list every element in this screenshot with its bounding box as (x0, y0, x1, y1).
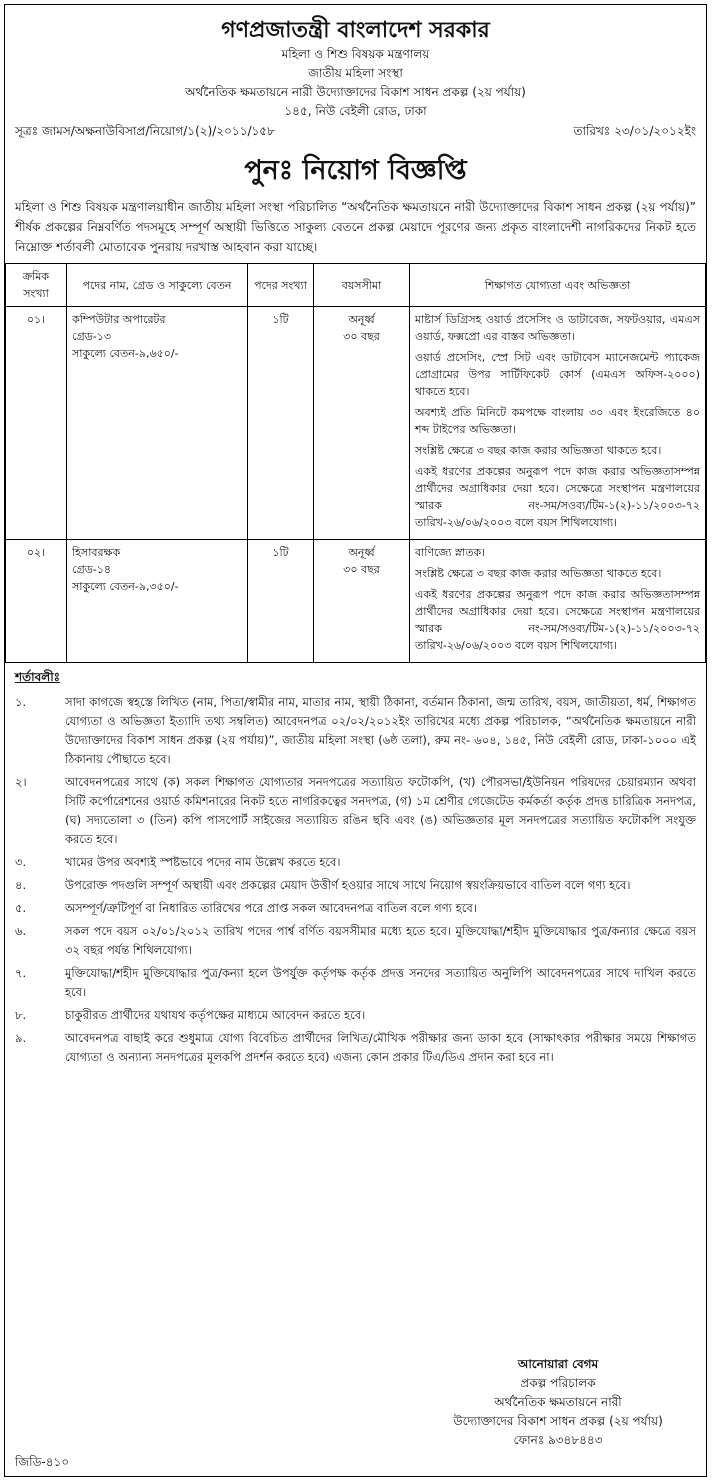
signature-block (428, 1355, 688, 1450)
conditions-heading: শর্তাবলীঃ (15, 670, 61, 684)
government-title: গণপ্রজাতন্ত্রী বাংলাদেশ সরকার (221, 18, 490, 43)
post-grade: গ্রেড-১৪ (72, 563, 112, 576)
list-item (15, 1006, 696, 1025)
condition-number: ৬. (15, 924, 27, 938)
post-name: কম্পিউটার অপারেটর (72, 313, 166, 326)
table-row (6, 307, 706, 540)
qualification-item: সংশ্লিষ্ট ক্ষেত্রে ৩ বছর কাজ করার অভিজ্ঞতা থাকতে হবে। (415, 444, 662, 457)
table-header-row (6, 264, 706, 307)
list-item (15, 922, 696, 960)
row-post (67, 540, 248, 663)
notice-date: তারিখঃ ২৩/০১/২০১২ইং (573, 124, 696, 138)
signatory-designation: প্রকল্প পরিচালক (520, 1376, 596, 1390)
condition-number: ৪. (15, 878, 27, 892)
post-salary: সাকুল্যে বেতন-৯,৩৫০/- (72, 580, 179, 593)
post-name: হিসাবরক্ষক (72, 546, 121, 559)
post-salary: সাকুল্যে বেতন-৯,৬৫০/- (72, 347, 179, 360)
condition-number: ৩. (15, 855, 27, 869)
col-age: বয়সসীমা (314, 264, 410, 307)
conditions-list (5, 693, 706, 1067)
list-item (15, 964, 696, 1002)
list-item (15, 899, 696, 918)
condition-number: ২। (15, 775, 27, 789)
intro-paragraph: মহিলা ও শিশু বিষয়ক মন্ত্রণালয়াধীন জাতীয় মহিলা সংস্থা পরিচালিত “অর্থনৈতিক ক্ষমতায়নে নারী উদ্যোক্তাদের বিকাশ সাধন প্রকল্প (২য় পর্যায়)” শীর্ষক প্রকল্পের নিম্নবর্ণিত পদসমূহে সম্পূর্ণ অস্থায়ী ভিত্তিতে সাকুল্য বেতনে প্রকল্প মেয়াদে পূরণের জন্য প্রকৃত বাংলাদেশী নাগরিকদের নিকট হতে নিম্নোক্ত শর্তাবলী মোতাবেক পুনরায় দরখাস্ত আহবান করা যাচ্ছে। (15, 200, 696, 254)
qualification-item: একই ধরণের প্রকল্পের অনুরূপ পদে কাজ করার অভিজ্ঞতাসম্পন্ন প্রার্থীদের অগ্রাধিকার দেয়া হবে। সেক্ষেত্রে সংস্থাপন মন্ত্রণালয়ের স্মারক নং-সম/সওব্য/টিম-১(২)-১১/২০০৩-৭২ তারিখ-২৬/০৬/২০০৩ বলে বয়স শিথিলযোগ্য। (415, 588, 700, 652)
condition-number: ৫. (15, 901, 27, 915)
age-value: ৩০ বছর (343, 330, 380, 343)
row-qualifications (410, 540, 706, 663)
post-grade: গ্রেড-১৩ (72, 330, 112, 343)
row-post (67, 307, 248, 540)
list-item (15, 876, 696, 895)
office-address: ১৪৫, নিউ বেইলী রোড, ঢাকা (284, 104, 427, 118)
row-count: ১টি (248, 307, 314, 540)
col-post: পদের নাম, গ্রেড ও সাকুল্যে বেতন (67, 264, 248, 307)
condition-number: ১. (15, 695, 27, 709)
condition-text: উপরোক্ত পদগুলি সম্পূর্ণ অস্থায়ী এবং প্রকল্পের মেয়াদ উত্তীর্ণ হওয়ার সাথে সাথে নিয়োগ স্বয়ংক্রিয়ভাবে বাতিল বলে গণ্য হবে। (65, 878, 631, 892)
qualification-item: অবশ্যই প্রতি মিনিটে কমপক্ষে বাংলায় ৩০ এবং ইংরেজিতে ৪০ শব্দ টাইপের অভিজ্ঞতা। (415, 406, 700, 436)
posts-table (5, 263, 706, 663)
col-qualification: শিক্ষাগত যোগ্যতা এবং অভিজ্ঞতা (410, 264, 706, 307)
condition-text: আবেদনপত্রের সাথে (ক) সকল শিক্ষাগত যোগ্যতার সনদপত্রের সত্যায়িত ফটোকপি, (খ) পৌরসভা/ইউনিয়ন পরিষদের চেয়ারম্যান অথবা সিটি কর্পোরেশনের ওয়ার্ড কমিশনারের নিকট হতে নাগরিকত্বের সনদপত্র, (গ) ১ম শ্রেণীর গেজেটেড কর্মকর্তা কর্তৃক প্রদত্ত চারিত্রিক সনদপত্র, (ঘ) সদ্যতোলা ৩ (তিন) কপি পাসপোর্ট সাইজের সত্যায়িত রঙিন ছবি এবং (ঙ) অভিজ্ঞতার মূল সনদপত্রের সত্যায়িত ফটোকপি সংযুক্ত করতে হবে। (65, 775, 696, 846)
signatory-name: আনোয়ারা বেগম (517, 1357, 599, 1371)
row-qualifications (410, 307, 706, 540)
qualification-item: একই ধরণের প্রকল্পের অনুরূপ পদে কাজ করার অভিজ্ঞতাসম্পন্ন প্রার্থীদের অগ্রাধিকার দেয়া হবে। সেক্ষেত্রে সংস্থাপন মন্ত্রণালয়ের স্মারক নং-সম/সওব্য/টিম-১(২)-১১/২০০৩-৭২ তারিখ-২৬/০৬/২০০৩ বলে বয়স শিথিলযোগ্য। (415, 465, 700, 529)
signatory-project-line2: উদ্যোক্তাদের বিকাশ সাধন প্রকল্প (২য় পর্যায়) (453, 1414, 663, 1428)
signatory-project-line1: অর্থনৈতিক ক্ষমতায়নে নারী (494, 1395, 622, 1409)
project-name: অর্থনৈতিক ক্ষমতায়নে নারী উদ্যোক্তাদের বিকাশ সাধন প্রকল্প (২য় পর্যায়) (185, 85, 526, 99)
reference-number: সূত্রঃ জামস/অক্ষনাউবিসাপ্র/নিয়োগ/১(২)/২০১১/১৫৮ (15, 124, 275, 138)
signatory-phone: ফোনঃ ৯৩৪৮৪৪৩ (513, 1433, 603, 1447)
list-item (15, 1029, 696, 1067)
condition-text: সাদা কাগজে স্বহস্তে লিখিত (নাম, পিতা/স্বামীর নাম, মাতার নাম, স্থায়ী ঠিকানা, বর্তমান ঠিকানা, জন্ম তারিখ, বয়স, জাতীয়তা, ধর্ম, শিক্ষাগত যোগ্যতা ও অভিজ্ঞতা ইত্যাদি তথ্য সম্বলিত) আবেদনপত্র ০২/০২/২০১২ইং তারিখের মধ্যে প্রকল্প পরিচালক, “অর্থনৈতিক ক্ষমতায়নে নারী উদ্যোক্তাদের বিকাশ সাধন প্রকল্প (২য় পর্যায়)”, জাতীয় মহিলা সংস্থা (৬ষ্ঠ তলা), রুম নং- ৬০৪, ১৪৫, নিউ বেইলী রোড, ঢাকা-১০০০ এই ঠিকানায় পৌছাতে হবে। (65, 695, 696, 766)
row-count: ১টি (248, 540, 314, 663)
condition-number: ৯. (15, 1031, 27, 1045)
condition-text: সকল পদে বয়স ০২/০১/২০১২ তারিখ পদের পার্শ্ব বর্ণিত বয়সসীমার মধ্যে হতে হবে। মুক্তিযোদ্ধা/শহীদ মুক্তিযোদ্ধার পুত্র/কন্যার ক্ষেত্রে বয়স ৩২ বছর পর্যন্ত শিথিলযোগ্য। (65, 924, 696, 957)
row-serial: ০২। (6, 540, 67, 663)
row-serial: ০১। (6, 307, 67, 540)
age-label: অনূর্ধ্ব (348, 546, 375, 559)
qualification-item: মাষ্টার্স ডিগ্রিসহ ওয়ার্ড প্রসেসিং ও ডাটাবেজ, সফটওয়ার, এমএস ওয়ার্ড, ফক্সপ্রো এর বাস্তব অভিজ্ঞতা। (415, 313, 700, 343)
condition-number: ৭. (15, 966, 27, 980)
qualification-item: বাণিজ্যে স্নাতক। (415, 546, 486, 559)
notice-page (4, 4, 707, 1477)
reference-row (15, 121, 696, 141)
qualification-item: সংশ্লিষ্ট ক্ষেত্রে ৩ বছর কাজ করার অভিজ্ঞতা থাকতে হবে। (415, 567, 662, 580)
gd-number: জিডি-৪১০ (15, 1455, 70, 1469)
age-label: অনূর্ধ্ব (348, 313, 375, 326)
condition-number: ৮. (15, 1008, 27, 1022)
col-serial: ক্রমিক সংখ্যা (6, 264, 67, 307)
table-row (6, 540, 706, 663)
list-item (15, 853, 696, 872)
ministry-name: মহিলা ও শিশু বিষয়ক মন্ত্রণালয় (281, 47, 430, 61)
condition-text: অসম্পূর্ণ/ত্রুটিপূর্ণ বা নিধারিত তারিখের পরে প্রাপ্ত সকল আবেদনপত্র বাতিল বলে গণ্য হবে। (65, 901, 477, 915)
condition-text: মুক্তিযোদ্ধা/শহীদ মুক্তিযোদ্ধার পুত্র/কন্যা হলে উপর্যুক্ত কর্তৃপক্ষ কর্তৃক প্রদত্ত সনদের সত্যায়িত অনুলিপি আবেদনপত্রের সাথে দাখিল করতে হবে। (65, 966, 696, 999)
row-age (314, 540, 410, 663)
row-age (314, 307, 410, 540)
page-title: পুনঃ নিয়োগ বিজ্ঞপ্তি (244, 155, 467, 186)
list-item (15, 773, 696, 849)
list-item (15, 693, 696, 769)
qualification-item: ওয়ার্ড প্রসেসিং, স্প্রে সিট এবং ডাটাবেস ম্যানেজমেন্ট প্যাকেজ প্রোগ্রামের উপর সার্টিফিকেট কোর্স (এমএস অফিস-২০০০) থাকতে হবে। (415, 351, 700, 398)
condition-text: খামের উপর অবশ্যই স্পষ্টভাবে পদের নাম উল্লেখ করতে হবে। (65, 855, 341, 869)
condition-text: চাকুরীরত প্রার্থীদের যথাযথ কর্তৃপক্ষের মাধ্যমে আবেদন করতে হবে। (65, 1008, 366, 1022)
organization-name: জাতীয় মহিলা সংস্থা (308, 66, 403, 80)
header (5, 17, 706, 121)
col-count: পদের সংখ্যা (248, 264, 314, 307)
age-value: ৩০ বছর (343, 563, 380, 576)
condition-text: আবেদনপত্র বাছাই করে শুধুমাত্র যোগ্য বিবেচিত প্রার্থীদের লিখিত/মৌখিক পরীক্ষার জন্য ডাকা হবে (সাক্ষাৎকার পরীক্ষার সময়ে শিক্ষাগত যোগ্যতা ও অন্যান্য সনদপত্রের মূলকপি প্রদর্শন করতে হবে) এজন্য কোন প্রকার টিএ/ডিএ প্রদান করা হবে না। (65, 1031, 696, 1064)
